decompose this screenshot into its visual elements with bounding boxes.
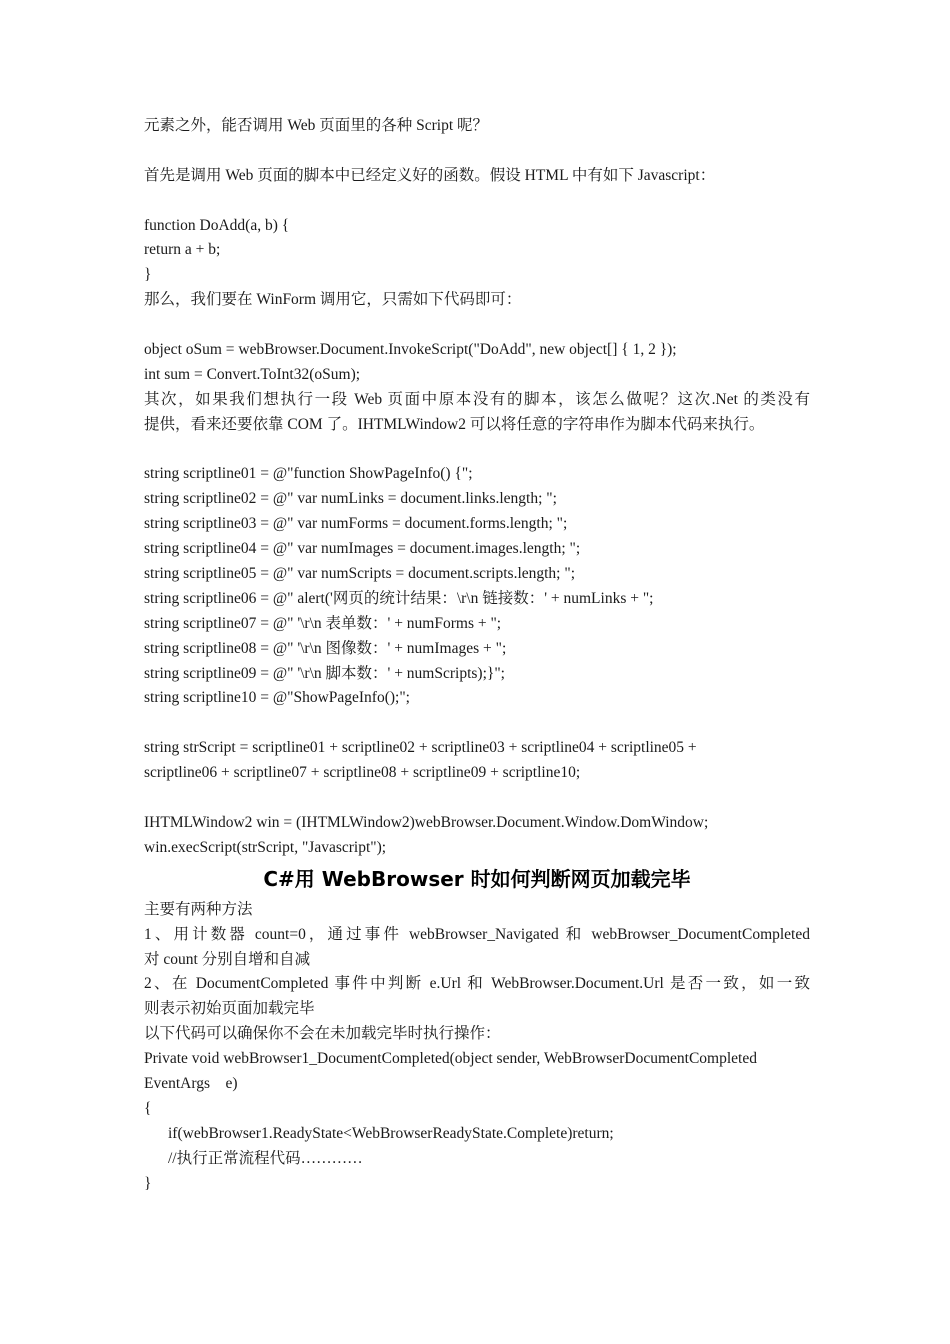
- text-line: 那么，我们要在 WinForm 调用它，只需如下代码即可：: [144, 291, 522, 309]
- paragraph-line: 则表示初始页面加载完毕: [144, 1000, 315, 1018]
- text-line: }: [144, 266, 152, 284]
- methods-intro: [144, 898, 810, 923]
- code-line: EventArgs e): [144, 1074, 238, 1092]
- document-completed-body: [144, 1122, 810, 1172]
- blank-line: [144, 313, 810, 338]
- com-paragraph: [144, 388, 810, 438]
- paragraph-line: 提供，看来还要依靠 COM 了。IHTMLWindow2 可以将任意的字符串作为脚本代码来执行。: [144, 415, 765, 433]
- code-line: string scriptline01 = @"function ShowPageInfo() {";: [144, 465, 473, 483]
- scriptlines-code-block: [144, 438, 810, 861]
- code-line: string scriptline06 = @" alert('网页的统计结果：\r\n 链接数：' + numLinks + ";: [144, 589, 654, 607]
- code-line: string scriptline04 = @" var numImages = document.images.length; ";: [144, 540, 581, 558]
- code-line: IHTMLWindow2 win = (IHTMLWindow2)webBrowser.Document.Window.DomWindow;: [144, 813, 709, 831]
- text-line: object oSum = webBrowser.Document.InvokeScript("DoAdd", new object[] { 1, 2 });: [144, 341, 677, 359]
- script-intro-block: [144, 114, 810, 388]
- text-line: int sum = Convert.ToInt32(oSum);: [144, 365, 361, 383]
- text-line: 元素之外，能否调用 Web 页面里的各种 Script 呢？: [144, 117, 489, 134]
- code-line: string scriptline07 = @" '\r\n 表单数：' + numForms + ";: [144, 614, 502, 632]
- code-line: string scriptline09 = @" '\r\n 脚本数：' + numScripts);}";: [144, 664, 505, 682]
- blank-line: [144, 139, 810, 164]
- code-line: {: [144, 1099, 152, 1117]
- paragraph-line: 2、在 DocumentCompleted 事件中判断 e.Url 和 WebBrowser.Document.Url 是否一致，如一致: [144, 975, 810, 993]
- code-line: string strScript = scriptline01 + scriptline02 + scriptline03 + scriptline04 + scriptline05 +: [144, 739, 697, 757]
- text-line: 主要有两种方法: [144, 900, 253, 918]
- code-line: Private void webBrowser1_DocumentCompleted(object sender, WebBrowserDocumentCompleted: [144, 1050, 757, 1068]
- code-line: scriptline06 + scriptline07 + scriptline08 + scriptline09 + scriptline10;: [144, 764, 581, 782]
- code-line: 以下代码可以确保你不会在未加载完毕时执行操作：: [144, 1025, 501, 1043]
- text-line: function DoAdd(a, b) {: [144, 216, 290, 234]
- paragraph-line: 其次，如果我们想执行一段 Web 页面中原本没有的脚本，该怎么做呢？这次.Net 的类没有: [144, 390, 810, 408]
- code-line: win.execScript(strScript, "Javascript");: [144, 838, 387, 856]
- code-line: string scriptline02 = @" var numLinks = document.links.length; ";: [144, 490, 557, 508]
- paragraph-line: 1、用计数器 count=0，通过事件 webBrowser_Navigated 和 webBrowser_DocumentCompleted: [144, 925, 810, 943]
- code-line: string scriptline08 = @" '\r\n 图像数：' + numImages + ";: [144, 639, 507, 657]
- blank-line: [144, 189, 810, 214]
- document-page: [144, 114, 810, 1196]
- code-line: if(webBrowser1.ReadyState<WebBrowserReadyState.Complete)return;: [168, 1124, 614, 1142]
- section-heading: C#用 WebBrowser 时如何判断网页加载完毕: [263, 866, 691, 891]
- code-line: string scriptline10 = @"ShowPageInfo();";: [144, 689, 410, 707]
- blank-line: [144, 711, 810, 736]
- code-line: //执行正常流程代码…………: [168, 1149, 363, 1167]
- paragraph-line: 对 count 分别自增和自减: [144, 950, 311, 968]
- document-completed-end: [144, 1172, 810, 1197]
- blank-line: [144, 438, 810, 463]
- code-line: }: [144, 1174, 152, 1192]
- text-line: return a + b;: [144, 241, 221, 259]
- code-line: string scriptline05 = @" var numScripts = document.scripts.length; ";: [144, 565, 575, 583]
- code-line: string scriptline03 = @" var numForms = document.forms.length; ";: [144, 515, 568, 533]
- method-2-paragraph: [144, 972, 810, 1022]
- document-completed-code: [144, 1022, 810, 1122]
- blank-line: [144, 786, 810, 811]
- method-1-paragraph: [144, 923, 810, 973]
- text-line: 首先是调用 Web 页面的脚本中已经定义好的函数。假设 HTML 中有如下 Javascript：: [144, 166, 716, 184]
